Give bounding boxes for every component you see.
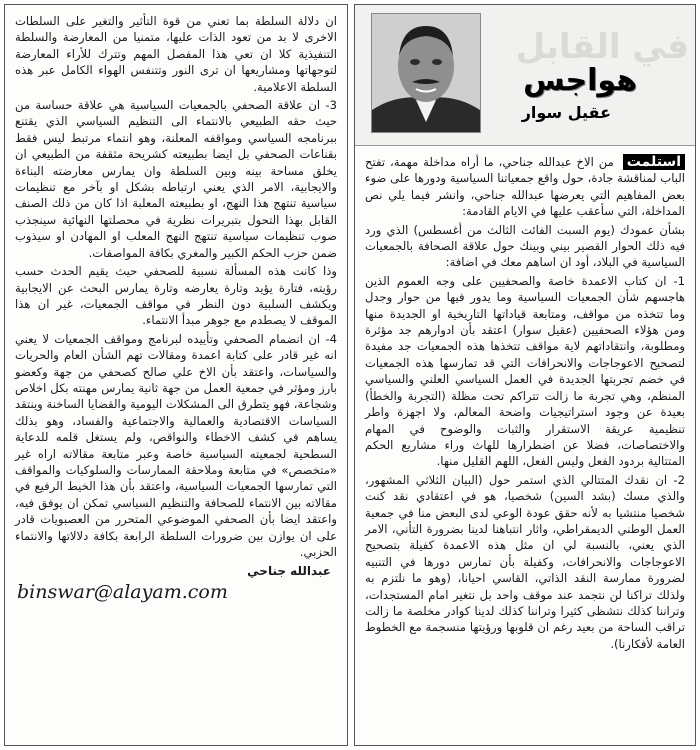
column-title: هواجس (523, 63, 637, 98)
right-paragraph: 2- ان نقدك المتتالي الذي استمر حول (البيان الثلاثي المشهور، والذي مسك (بشد السين) شخصيا، هو في اعتقادي نقد كنت شخصيا منتشيا به لأنه حقق عودة الوعي لدى البعض منا في جمعية العمل الوطني الديمقراطي، واثار انتباهنا لدينا بضرورة التأني، الامر الذي يعني، بالنسبة لي ان مثل هذه الاعمدة كفيلة بتصحيح الاعوجاجات والانحرافات، وكفيلة بأن تمارس دورها في التنبيه لضرورة ممارسة النقد الذاتي، القاسي احيانا، (وهو ما نلتزم به ولذلك تراكنا لن نتجمد عند موقف واحد بل نتغير امام المستجدات، وتراننا كذلك نتشظى كثيرا وتراننا كذلك لدينا كوادر مخلصة ما زالت تراقب الساحة من بعيد رغم ان قلوبها ورؤيتها منسجمة مع الخطوط العامة لأفكارنا). (365, 472, 685, 651)
header-background-text: في القابل (515, 27, 689, 67)
lead-word: استلمت (623, 154, 685, 170)
right-column (354, 4, 696, 746)
left-paragraph: 4- ان انضمام الصحفي وتأييده لبرنامج ومواقف الجمعيات لا يعني انه غير قادر على كتابة اعمدة ومقالات تهم الشأن العام والحريات والسياسات، واعتقد بأن الاخ علي صالح كصحفي من جهة وكعضو بارز ومؤثر في جمعية العمل من جهة ثانية يمارس مهنته بكل اخلاص وشجاعة، فهو يتطرق الى المشكلات اليومية والقضايا الساخنة وينتقد السياسات الاقتصادية والعمالية والاجتماعية والفساد، وهو بذلك يساهم في كشف الاخطاء والنواقص، ولم يستغل قلمه للدعاية السطحية لجمعيته السياسية خاصة وعبر متابعة مقالاته اراه غير «متخصص» في متابعة وملاحقة الممارسات والسلوكيات والمواقف التي تمارسها الجمعيات السياسية، واعتقد بأن هذا الخيط الرفيع في مقالاته بين الانتماء للصحافة والتنظيم السياسي تمكن ان يوفق فيه، واعتقد ايضا بأن الصحفي الموضوعي المتحرر من العصبويات قادر على ان يوازن بين ضرورات السلطة الرابعة بكافة دلالاتها والانتماء الحزبي. (15, 331, 337, 559)
column-header (355, 5, 695, 146)
left-paragraph: 3- ان علاقة الصحفي بالجمعيات السياسية هي علاقة حساسة من حيث حقه الطبيعي بالانتماء الى التنظيم السياسي الذي يقتنع ببرنامجه السياسي ومواقفه المعلنة، وهو انتماء مرتبط ليس فقط بقناعات الصحفي بل ايضا بطبيعته كشريحة مثقفة من الطبيعي ان يخلق مساحة بينه وبين السلطة وان يمارس معارضته البناءة والايجابية، الامر الذي يعني ارتباطه بشكل او بآخر مع تنظيمات سياسية تنتهج هذا النهج، او بطبيعته المعلبة اذا كان من ذلك الصنف القابل بهذا التحول بتبريرات نظرية في محصلتها النهائية سينجذب صوب تنظيمات سياسية تنتهج النهج المعلب او المهادن او سيذوب ضمن حزب الحكم الكبير والمغري بكافة المواصفات. (15, 98, 337, 260)
left-paragraph: ان دلالة السلطة بما تعني من قوة التأثير والتغير على السلطات الاخرى لا بد من تعود الذات عليها، متمنيا من المعارضة والسلطة التنفيذية كلا ان تعي هذا المفصل المهم وتترك للأراء المعارضة لتوجهاتها ومشاريعها ان ترى النور وتتنفس الهواء الكامل عبر هذه السلطة الاعلامية. (15, 14, 337, 94)
intro-text: من الاخ عبدالله جناحي، ما أراه مداخلة مهمة، تفتح الباب لمناقشة جادة، حول واقع جمعياتنا السياسية ودورها على ضوء بعض المفاهيم التي يعرضها عبدالله جناحي، وانشر فيما يلي نص المداخلة، التي سأعقب عليها في الايام القادمة: (365, 155, 685, 219)
signature: عبدالله جناحي (247, 564, 331, 579)
left-paragraph: وذا كانت هذه المسألة نسبية للصحفي حيث يقيم الحدث حسب رؤيته، فتارة يؤيد وتارة يعارضه وتارة يمارس البحث عن الايجابية ويكشف السلبية دون النظر في مواقف الجمعيات، غير ان هذا الموقف لا يصطدم مع جوهر مبدأ الانتماء. (15, 264, 337, 328)
right-paragraph: 1- ان كتاب الاعمدة خاصة والصحفيين على وجه العموم الذين هاجسهم شأن الجمعيات السياسية وما يدور فيها من حوار وجدل وما تتخذه من مواقف، ومتابعة قياداتها التاريخية او الجديدة منها ومن هؤلاء الصحفيين (عقيل سوار) اعتقد بأن ادوارهم جد مؤثرة ومطلوبة، وانتقاداتهم لاية مواقف تتخذها هذه الجمعيات جد مفيدة لتصحيح الاعوجاجات والانحرافات التي قد تمارسها هذه الجمعيات في خضم تجربتها الجديدة في العمل السياسي العلني والسياسي المنظم، وهي تجربة ما زالت تتراكم تحت مظلة (التجربة والخطأ) بعيدة عن وجود استراتيجيات واضحة المعالم، ولا اجهزة واطر تنظيمية عريقة الاستقرار والثبات والوضوح في المهام والاختصاصات، فضلا عن اضطرارها للهاث وراء مشاريع الحكم المتتالية بردود الفعل وليس الفعل، اللهم القليل منها. (365, 273, 685, 469)
author-email: binswar@alayam.com (17, 581, 228, 604)
author-photo (371, 13, 481, 133)
left-column (4, 4, 348, 746)
author-name: عقيل سوار (521, 103, 611, 122)
right-paragraph (365, 154, 685, 220)
right-paragraph: بشأن عمودك (يوم السبت الفائت الثالث من أغسطس) الذي ورد فيه ذلك الحوار القصير بيني وبينك حول علاقة الصحافة بالجمعيات السياسية في البلاد، أود ان اساهم معك في اضافة: (365, 222, 685, 270)
article-body (355, 146, 695, 652)
